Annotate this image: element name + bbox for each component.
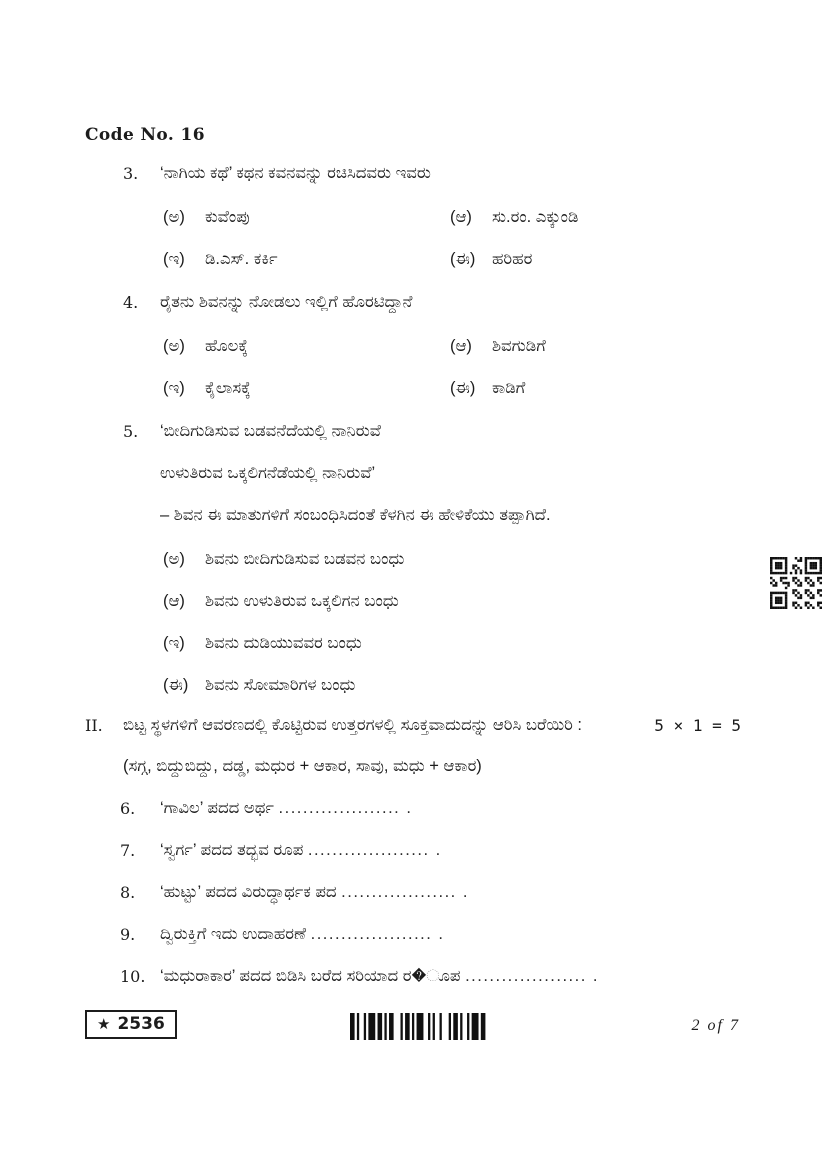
word-bank: (ಸಗ್ಗ, ಬಿದ್ದುಬಿದ್ದು, ದಡ್ಡ, ಮಧುರ + ಆಕಾರ, ಸಾವು, ಮಧು + ಆಕಾರ)	[123, 757, 482, 775]
option-i	[163, 248, 450, 271]
question-text: ‘ನಾಗಿಯ ಕಥೆ’ ಕಥನ ಕವನವನ್ನು ರಚಿಸಿದವರು ಇವರು	[160, 164, 431, 182]
question-number: 4.	[123, 293, 139, 312]
option-text: ಕುವೆಂಪು	[205, 208, 250, 226]
answer-blank: .................... .	[307, 841, 442, 859]
option-text: ಕೈಲಾಸಕ್ಕೆ	[205, 379, 251, 397]
option-text: ಶಿವನು ಬೀದಿಗುಡಿಸುವ ಬಡವನ ಬಂಧು	[205, 550, 405, 568]
answer-blank: .................... .	[310, 925, 445, 943]
code-number-heading: Code No. 16	[85, 125, 205, 145]
question-text: ‘ಹುಟ್ಟು’ ಪದದ ವಿರುದ್ಧಾರ್ಥಕ ಪದ ................... .	[160, 883, 469, 901]
question-4	[85, 291, 741, 314]
paper-code: 2536	[117, 1014, 165, 1034]
section-2-header	[85, 714, 741, 737]
option-aa	[450, 335, 741, 358]
option-text: ಶಿವನು ಸೋಮಾರಿಗಳ ಬಂಧು	[205, 676, 356, 694]
answer-blank: ................... .	[341, 883, 469, 901]
question-6	[85, 797, 741, 820]
option-label: (ಈ)	[163, 676, 189, 694]
star-icon: ★	[97, 1014, 111, 1033]
question-10	[85, 965, 741, 988]
question-number: 9.	[120, 925, 136, 944]
option-aa	[450, 206, 741, 229]
question-text: ‘ಮಧುರಾಕಾರ’ ಪದದ ಬಿಡಿಸಿ ಬರೆದ ಸರಿಯಾದ ರ�ೂಪ .................... .	[160, 967, 599, 985]
qr-code	[770, 557, 822, 609]
page-indicator: 2 of 7	[691, 1017, 740, 1034]
option-label: (ಇ)	[163, 634, 185, 652]
option-label: (ಆ)	[163, 592, 185, 610]
paper-code-badge	[85, 1010, 177, 1039]
option-a	[163, 206, 450, 229]
page-content	[85, 125, 741, 988]
question-number: 5.	[123, 422, 139, 441]
option-text: ಶಿವಗುಡಿಗೆ	[492, 337, 546, 355]
question-3	[85, 162, 741, 185]
section-numeral: II.	[85, 716, 103, 735]
option-ii	[85, 674, 741, 697]
option-label: (ಅ)	[163, 337, 185, 355]
question-text: ‘ಗಾವಿಲ’ ಪದದ ಅರ್ಥ .................... .	[160, 799, 413, 817]
option-text: ಸು.ರಂ. ಎಕ್ಕುಂಡಿ	[492, 208, 579, 226]
option-ii	[450, 248, 741, 271]
question-text: ರೈತನು ಶಿವನನ್ನು ನೋಡಲು ಇಲ್ಲಿಗೆ ಹೊರಟಿದ್ದಾನೆ	[160, 293, 413, 311]
option-label: (ಅ)	[163, 550, 185, 568]
question-number: 3.	[123, 164, 139, 183]
marks-scheme: 5 × 1 = 5	[654, 716, 741, 735]
question-5	[85, 420, 741, 443]
question-7	[85, 839, 741, 862]
option-text: ಶಿವನು ದುಡಿಯುವವರ ಬಂಧು	[205, 634, 362, 652]
option-label: (ಈ)	[450, 250, 476, 268]
option-label: (ಇ)	[163, 379, 185, 397]
option-text: ಹೊಲಕ್ಕೆ	[205, 337, 248, 355]
question-9	[85, 923, 741, 946]
answer-blank: .................... .	[465, 967, 599, 985]
question-3-options	[85, 206, 741, 271]
question-number: 8.	[120, 883, 136, 902]
question-number: 10.	[120, 967, 146, 986]
question-text: ದ್ವಿರುಕ್ತಿಗೆ ಇದು ಉದಾಹರಣೆ .................... .	[160, 925, 445, 943]
barcode	[350, 1013, 490, 1045]
option-i	[85, 632, 741, 655]
option-label: (ಅ)	[163, 208, 185, 226]
option-text: ಡಿ.ಎಸ್. ಕರ್ಕಿ	[205, 250, 278, 268]
question-4-options	[85, 335, 741, 400]
option-text: ಶಿವನು ಉಳುತಿರುವ ಒಕ್ಕಲಿಗನ ಬಂಧು	[205, 592, 399, 610]
option-label: (ಇ)	[163, 250, 185, 268]
question-number: 7.	[120, 841, 136, 860]
option-label: (ಆ)	[450, 208, 472, 226]
question-5-statement: – ಶಿವನ ಈ ಮಾತುಗಳಿಗೆ ಸಂಬಂಧಿಸಿದಂತೆ ಕೆಳಗಿನ ಈ ಹೇಳಿಕೆಯು ತಪ್ಪಾಗಿದೆ.	[160, 506, 551, 524]
option-i	[163, 377, 450, 400]
option-ii	[450, 377, 741, 400]
option-label: (ಆ)	[450, 337, 472, 355]
answer-blank: .................... .	[278, 799, 413, 817]
question-number: 6.	[120, 799, 136, 818]
option-text: ಹರಿಹರ	[492, 250, 533, 268]
section-instruction: ಬಿಟ್ಟ ಸ್ಥಳಗಳಿಗೆ ಆವರಣದಲ್ಲಿ ಕೊಟ್ಟಿರುವ ಉತ್ತರಗಳಲ್ಲಿ ಸೂಕ್ತವಾದುದನ್ನು ಆರಿಸಿ ಬರೆಯಿರಿ :	[123, 716, 583, 734]
option-a	[163, 335, 450, 358]
poem-line-1: ‘ಬೀದಿಗುಡಿಸುವ ಬಡವನೆದೆಯಲ್ಲಿ ನಾನಿರುವೆ	[160, 422, 381, 440]
poem-line-2: ಉಳುತಿರುವ ಒಕ್ಕಲಿಗನೆಡೆಯಲ್ಲಿ ನಾನಿರುವೆ’	[160, 464, 376, 482]
question-text: ‘ಸ್ವರ್ಗ’ ಪದದ ತದ್ಭವ ರೂಪ .................... .	[160, 841, 442, 859]
option-text: ಕಾಡಿಗೆ	[492, 379, 526, 397]
option-label: (ಈ)	[450, 379, 476, 397]
option-aa	[85, 590, 741, 613]
question-8	[85, 881, 741, 904]
page-footer	[85, 1008, 740, 1048]
option-a	[85, 548, 741, 571]
